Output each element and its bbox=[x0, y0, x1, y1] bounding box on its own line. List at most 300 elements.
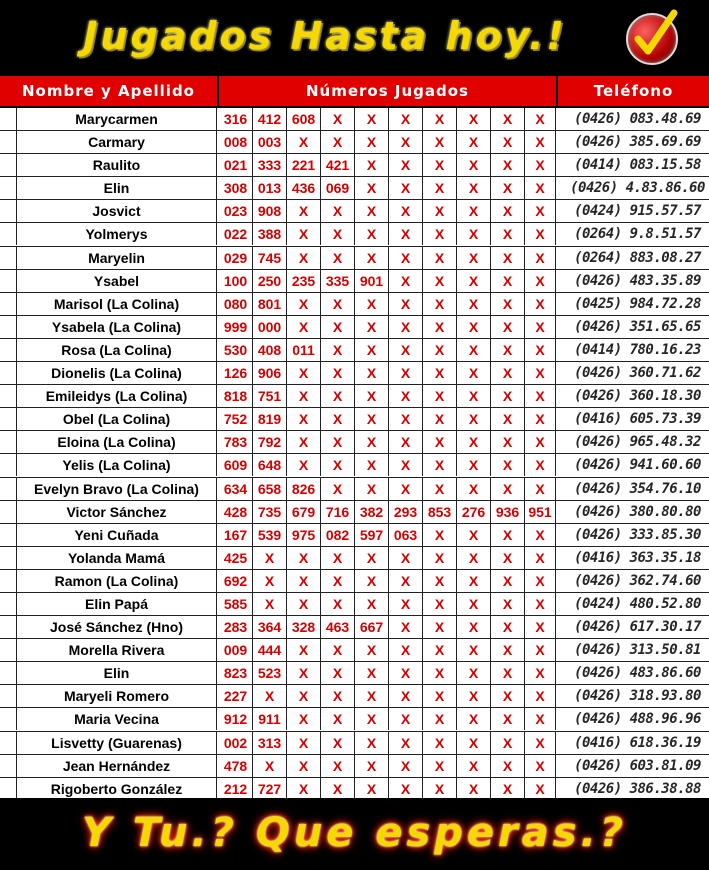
played-number: X bbox=[321, 639, 355, 661]
played-number: X bbox=[457, 316, 491, 338]
played-numbers-table bbox=[0, 76, 709, 798]
played-number: X bbox=[491, 154, 525, 176]
column-header-name: Nombre y Apellido bbox=[21, 82, 195, 100]
played-number: X bbox=[355, 708, 389, 730]
phone-number: (0426) 313.50.81 bbox=[574, 642, 701, 659]
played-number: X bbox=[355, 639, 389, 661]
player-name: Yolmerys bbox=[16, 223, 217, 245]
phone-number: (0426) 617.30.17 bbox=[574, 619, 701, 636]
played-number: X bbox=[525, 131, 556, 153]
played-number: 100 bbox=[219, 270, 253, 292]
played-number: X bbox=[457, 362, 491, 384]
played-number: 308 bbox=[219, 177, 253, 199]
played-number: X bbox=[389, 570, 423, 592]
player-name: Dionelis (La Colina) bbox=[16, 362, 217, 384]
played-number: X bbox=[287, 778, 321, 800]
table-row bbox=[0, 408, 709, 431]
played-number: 444 bbox=[253, 639, 287, 661]
played-number: X bbox=[389, 755, 423, 777]
played-number: X bbox=[287, 223, 321, 245]
played-number: 727 bbox=[253, 778, 287, 800]
table-row bbox=[0, 108, 709, 131]
played-number: 333 bbox=[253, 154, 287, 176]
played-number: X bbox=[525, 408, 556, 430]
table-row bbox=[0, 662, 709, 685]
played-number: 167 bbox=[219, 524, 253, 546]
played-number: X bbox=[457, 385, 491, 407]
slogan: Y Tu.? Que esperas.? bbox=[82, 810, 627, 856]
played-number: X bbox=[525, 570, 556, 592]
played-number: X bbox=[457, 108, 491, 130]
player-name: Josvict bbox=[16, 200, 217, 222]
played-number: 523 bbox=[253, 662, 287, 684]
played-number: X bbox=[355, 385, 389, 407]
player-name: Yeni Cuñada bbox=[16, 524, 217, 546]
played-number: X bbox=[525, 708, 556, 730]
played-number: X bbox=[423, 778, 457, 800]
played-number: X bbox=[423, 732, 457, 754]
played-number: 013 bbox=[253, 177, 287, 199]
played-number: X bbox=[491, 247, 525, 269]
played-number: X bbox=[491, 616, 525, 638]
played-number: X bbox=[321, 732, 355, 754]
played-number: 008 bbox=[219, 131, 253, 153]
table-body bbox=[0, 108, 709, 801]
phone-number: (0426) 603.81.09 bbox=[574, 757, 701, 774]
played-number: X bbox=[525, 385, 556, 407]
player-name: Yolanda Mamá bbox=[16, 547, 217, 569]
played-number: 463 bbox=[321, 616, 355, 638]
played-number: 283 bbox=[219, 616, 253, 638]
played-number: X bbox=[457, 200, 491, 222]
phone-number: (0426) 360.18.30 bbox=[574, 388, 701, 405]
played-number: X bbox=[423, 362, 457, 384]
played-number: X bbox=[423, 270, 457, 292]
played-number: X bbox=[355, 223, 389, 245]
played-number: 029 bbox=[219, 247, 253, 269]
table-row bbox=[0, 177, 709, 200]
played-number: X bbox=[389, 339, 423, 361]
played-number: 009 bbox=[219, 639, 253, 661]
played-number: X bbox=[253, 685, 287, 707]
played-number: X bbox=[389, 177, 423, 199]
played-number: X bbox=[423, 339, 457, 361]
player-name: Maryelin bbox=[16, 247, 217, 269]
phone-number: (0426) 333.85.30 bbox=[574, 526, 701, 543]
played-number: X bbox=[457, 408, 491, 430]
player-name: Obel (La Colina) bbox=[16, 408, 217, 430]
played-number: X bbox=[457, 478, 491, 500]
played-number: X bbox=[423, 223, 457, 245]
played-number: X bbox=[287, 639, 321, 661]
played-number: X bbox=[389, 247, 423, 269]
played-number: 999 bbox=[219, 316, 253, 338]
played-number: X bbox=[491, 362, 525, 384]
played-number: X bbox=[491, 662, 525, 684]
played-number: X bbox=[491, 593, 525, 615]
player-name: Rosa (La Colina) bbox=[16, 339, 217, 361]
played-number: X bbox=[457, 177, 491, 199]
played-number: X bbox=[457, 755, 491, 777]
played-number: X bbox=[321, 593, 355, 615]
played-number: X bbox=[389, 593, 423, 615]
played-number: X bbox=[423, 639, 457, 661]
played-number: 478 bbox=[219, 755, 253, 777]
played-number: X bbox=[355, 778, 389, 800]
played-number: X bbox=[423, 708, 457, 730]
played-number: X bbox=[287, 685, 321, 707]
played-number: X bbox=[525, 593, 556, 615]
played-number: X bbox=[355, 200, 389, 222]
played-number: X bbox=[525, 108, 556, 130]
played-number: X bbox=[525, 270, 556, 292]
phone-number: (0416) 363.35.18 bbox=[574, 549, 701, 566]
played-number: X bbox=[525, 662, 556, 684]
played-number: X bbox=[287, 708, 321, 730]
played-number: X bbox=[321, 131, 355, 153]
played-number: X bbox=[525, 778, 556, 800]
phone-number: (0424) 480.52.80 bbox=[574, 595, 701, 612]
played-number: X bbox=[525, 732, 556, 754]
played-number: X bbox=[355, 431, 389, 453]
played-number: X bbox=[389, 316, 423, 338]
phone-number: (0426) 354.76.10 bbox=[574, 480, 701, 497]
table-row bbox=[0, 501, 709, 524]
played-number: X bbox=[321, 431, 355, 453]
played-number: X bbox=[389, 708, 423, 730]
played-number: X bbox=[457, 662, 491, 684]
played-number: X bbox=[355, 293, 389, 315]
player-name: Maryeli Romero bbox=[16, 685, 217, 707]
played-number: X bbox=[423, 247, 457, 269]
table-row bbox=[0, 478, 709, 501]
played-number: X bbox=[423, 316, 457, 338]
played-number: X bbox=[389, 454, 423, 476]
played-number: X bbox=[423, 154, 457, 176]
played-number: 906 bbox=[253, 362, 287, 384]
played-number: 908 bbox=[253, 200, 287, 222]
table-row bbox=[0, 316, 709, 339]
played-number: X bbox=[423, 524, 457, 546]
table-row bbox=[0, 685, 709, 708]
played-number: X bbox=[525, 639, 556, 661]
played-number: 792 bbox=[253, 431, 287, 453]
played-number: X bbox=[287, 293, 321, 315]
player-name: Elin Papá bbox=[16, 593, 217, 615]
played-number: 745 bbox=[253, 247, 287, 269]
phone-number: (0426) 380.80.80 bbox=[574, 503, 701, 520]
played-number: 212 bbox=[219, 778, 253, 800]
played-number: X bbox=[525, 293, 556, 315]
played-number: 667 bbox=[355, 616, 389, 638]
played-number: X bbox=[355, 408, 389, 430]
played-number: 313 bbox=[253, 732, 287, 754]
played-number: X bbox=[491, 570, 525, 592]
played-number: X bbox=[321, 755, 355, 777]
phone-number: (0426) 362.74.60 bbox=[574, 572, 701, 589]
played-number: X bbox=[491, 108, 525, 130]
played-number: X bbox=[287, 755, 321, 777]
played-number: 826 bbox=[287, 478, 321, 500]
played-number: X bbox=[287, 593, 321, 615]
played-number: X bbox=[525, 362, 556, 384]
played-number: X bbox=[389, 778, 423, 800]
played-number: X bbox=[355, 108, 389, 130]
played-number: X bbox=[287, 200, 321, 222]
table-row bbox=[0, 431, 709, 454]
phone-number: (0416) 618.36.19 bbox=[574, 734, 701, 751]
played-number: 227 bbox=[219, 685, 253, 707]
played-number: X bbox=[389, 293, 423, 315]
played-number: X bbox=[355, 547, 389, 569]
player-name: Elin bbox=[16, 177, 217, 199]
played-number: X bbox=[321, 408, 355, 430]
played-number: X bbox=[321, 685, 355, 707]
table-row bbox=[0, 454, 709, 477]
header bbox=[0, 0, 709, 76]
played-number: X bbox=[491, 385, 525, 407]
column-header-phone: Teléfono bbox=[593, 82, 674, 100]
played-number: 608 bbox=[287, 108, 321, 130]
played-number: X bbox=[287, 732, 321, 754]
played-number: X bbox=[389, 385, 423, 407]
played-number: X bbox=[525, 431, 556, 453]
played-number: X bbox=[321, 316, 355, 338]
player-name: Emileidys (La Colina) bbox=[16, 385, 217, 407]
played-number: X bbox=[389, 732, 423, 754]
played-number: X bbox=[355, 339, 389, 361]
played-number: X bbox=[321, 293, 355, 315]
played-number: X bbox=[525, 200, 556, 222]
player-name: Yelis (La Colina) bbox=[16, 454, 217, 476]
played-number: 069 bbox=[321, 177, 355, 199]
phone-number: (0426) 360.71.62 bbox=[574, 365, 701, 382]
played-number: 276 bbox=[457, 501, 491, 523]
played-number: X bbox=[491, 408, 525, 430]
played-number: 530 bbox=[219, 339, 253, 361]
player-name: Morella Rivera bbox=[16, 639, 217, 661]
played-number: X bbox=[389, 639, 423, 661]
player-name: Jean Hernández bbox=[16, 755, 217, 777]
phone-number: (0426) 488.96.96 bbox=[574, 711, 701, 728]
played-number: X bbox=[423, 200, 457, 222]
played-number: 428 bbox=[219, 501, 253, 523]
played-number: X bbox=[525, 316, 556, 338]
played-number: X bbox=[287, 385, 321, 407]
played-number: X bbox=[525, 223, 556, 245]
table-row bbox=[0, 293, 709, 316]
phone-number: (0426) 941.60.60 bbox=[574, 457, 701, 474]
played-number: 783 bbox=[219, 431, 253, 453]
played-number: X bbox=[525, 478, 556, 500]
played-number: X bbox=[457, 593, 491, 615]
table-row bbox=[0, 154, 709, 177]
played-number: 752 bbox=[219, 408, 253, 430]
played-number: 011 bbox=[287, 339, 321, 361]
played-number: X bbox=[389, 131, 423, 153]
played-number: X bbox=[491, 639, 525, 661]
player-name: Marycarmen bbox=[16, 108, 217, 130]
table-row bbox=[0, 593, 709, 616]
played-number: X bbox=[491, 431, 525, 453]
played-number: X bbox=[321, 362, 355, 384]
played-number: X bbox=[457, 223, 491, 245]
played-number: X bbox=[355, 247, 389, 269]
phone-number: (0426) 318.93.80 bbox=[574, 688, 701, 705]
played-number: X bbox=[389, 108, 423, 130]
played-number: 002 bbox=[219, 732, 253, 754]
played-number: 000 bbox=[253, 316, 287, 338]
played-number: 911 bbox=[253, 708, 287, 730]
played-number: X bbox=[457, 131, 491, 153]
played-number: X bbox=[491, 547, 525, 569]
table-row bbox=[0, 732, 709, 755]
played-number: X bbox=[389, 685, 423, 707]
played-number: X bbox=[287, 570, 321, 592]
played-number: X bbox=[457, 685, 491, 707]
played-number: X bbox=[355, 478, 389, 500]
played-number: 539 bbox=[253, 524, 287, 546]
played-number: X bbox=[321, 385, 355, 407]
played-number: X bbox=[389, 154, 423, 176]
table-row bbox=[0, 385, 709, 408]
played-number: X bbox=[491, 454, 525, 476]
played-number: X bbox=[457, 270, 491, 292]
played-number: 597 bbox=[355, 524, 389, 546]
played-number: 126 bbox=[219, 362, 253, 384]
played-number: X bbox=[457, 732, 491, 754]
played-number: 003 bbox=[253, 131, 287, 153]
table-row bbox=[0, 223, 709, 246]
played-number: X bbox=[423, 454, 457, 476]
checkmark-icon bbox=[626, 13, 678, 65]
played-number: X bbox=[389, 362, 423, 384]
played-number: X bbox=[287, 547, 321, 569]
played-number: X bbox=[253, 593, 287, 615]
played-number: X bbox=[457, 708, 491, 730]
played-number: 063 bbox=[389, 524, 423, 546]
played-number: 585 bbox=[219, 593, 253, 615]
played-number: X bbox=[355, 362, 389, 384]
table-row bbox=[0, 247, 709, 270]
played-number: X bbox=[355, 732, 389, 754]
played-number: X bbox=[423, 662, 457, 684]
played-number: X bbox=[491, 223, 525, 245]
played-number: 436 bbox=[287, 177, 321, 199]
player-name: Ysabel bbox=[16, 270, 217, 292]
played-number: X bbox=[355, 454, 389, 476]
played-number: X bbox=[457, 154, 491, 176]
played-number: 082 bbox=[321, 524, 355, 546]
played-number: X bbox=[491, 200, 525, 222]
played-number: X bbox=[491, 708, 525, 730]
table-row bbox=[0, 200, 709, 223]
played-number: X bbox=[287, 316, 321, 338]
played-number: X bbox=[423, 385, 457, 407]
played-number: X bbox=[389, 547, 423, 569]
played-number: X bbox=[287, 662, 321, 684]
played-number: X bbox=[457, 247, 491, 269]
played-number: X bbox=[253, 547, 287, 569]
played-number: X bbox=[355, 131, 389, 153]
footer bbox=[0, 798, 709, 870]
played-number: X bbox=[355, 570, 389, 592]
played-number: 801 bbox=[253, 293, 287, 315]
played-number: X bbox=[491, 177, 525, 199]
played-number: 316 bbox=[219, 108, 253, 130]
played-number: X bbox=[321, 708, 355, 730]
played-number: X bbox=[525, 339, 556, 361]
played-number: X bbox=[457, 293, 491, 315]
played-number: 648 bbox=[253, 454, 287, 476]
table-row bbox=[0, 755, 709, 778]
played-number: X bbox=[525, 524, 556, 546]
phone-number: (0425) 984.72.28 bbox=[574, 295, 701, 312]
phone-number: (0426) 385.69.69 bbox=[574, 134, 701, 151]
played-number: X bbox=[525, 685, 556, 707]
page-title: Jugados Hasta hoy.! bbox=[83, 14, 567, 58]
played-number: X bbox=[321, 108, 355, 130]
played-number: 021 bbox=[219, 154, 253, 176]
played-number: X bbox=[457, 639, 491, 661]
phone-number: (0424) 915.57.57 bbox=[574, 203, 701, 220]
played-number: 658 bbox=[253, 478, 287, 500]
played-number: 912 bbox=[219, 708, 253, 730]
table-row bbox=[0, 547, 709, 570]
played-number: X bbox=[355, 685, 389, 707]
player-name: Eloina (La Colina) bbox=[16, 431, 217, 453]
played-number: X bbox=[423, 570, 457, 592]
played-number: X bbox=[321, 570, 355, 592]
played-number: 853 bbox=[423, 501, 457, 523]
table-row bbox=[0, 708, 709, 731]
played-number: 819 bbox=[253, 408, 287, 430]
phone-number: (0426) 351.65.65 bbox=[574, 318, 701, 335]
played-number: 735 bbox=[253, 501, 287, 523]
played-number: 975 bbox=[287, 524, 321, 546]
played-number: X bbox=[525, 616, 556, 638]
played-number: X bbox=[321, 223, 355, 245]
phone-number: (0426) 4.83.86.60 bbox=[570, 180, 705, 197]
played-number: 080 bbox=[219, 293, 253, 315]
player-name: Evelyn Bravo (La Colina) bbox=[16, 478, 217, 500]
played-number: 022 bbox=[219, 223, 253, 245]
played-number: X bbox=[525, 177, 556, 199]
played-number: 293 bbox=[389, 501, 423, 523]
played-number: 364 bbox=[253, 616, 287, 638]
played-number: X bbox=[287, 362, 321, 384]
played-number: X bbox=[491, 755, 525, 777]
played-number: X bbox=[491, 316, 525, 338]
played-number: 751 bbox=[253, 385, 287, 407]
player-name: Ramon (La Colina) bbox=[16, 570, 217, 592]
table-row bbox=[0, 570, 709, 593]
played-number: X bbox=[321, 662, 355, 684]
player-name: Rigoberto González bbox=[16, 778, 217, 800]
played-number: X bbox=[423, 431, 457, 453]
played-number: 679 bbox=[287, 501, 321, 523]
played-number: X bbox=[389, 270, 423, 292]
played-number: X bbox=[287, 131, 321, 153]
played-number: X bbox=[321, 247, 355, 269]
played-number: 634 bbox=[219, 478, 253, 500]
played-number: X bbox=[321, 478, 355, 500]
played-number: 609 bbox=[219, 454, 253, 476]
player-name: Maria Vecina bbox=[16, 708, 217, 730]
played-number: X bbox=[321, 200, 355, 222]
played-number: X bbox=[321, 454, 355, 476]
played-number: X bbox=[355, 154, 389, 176]
